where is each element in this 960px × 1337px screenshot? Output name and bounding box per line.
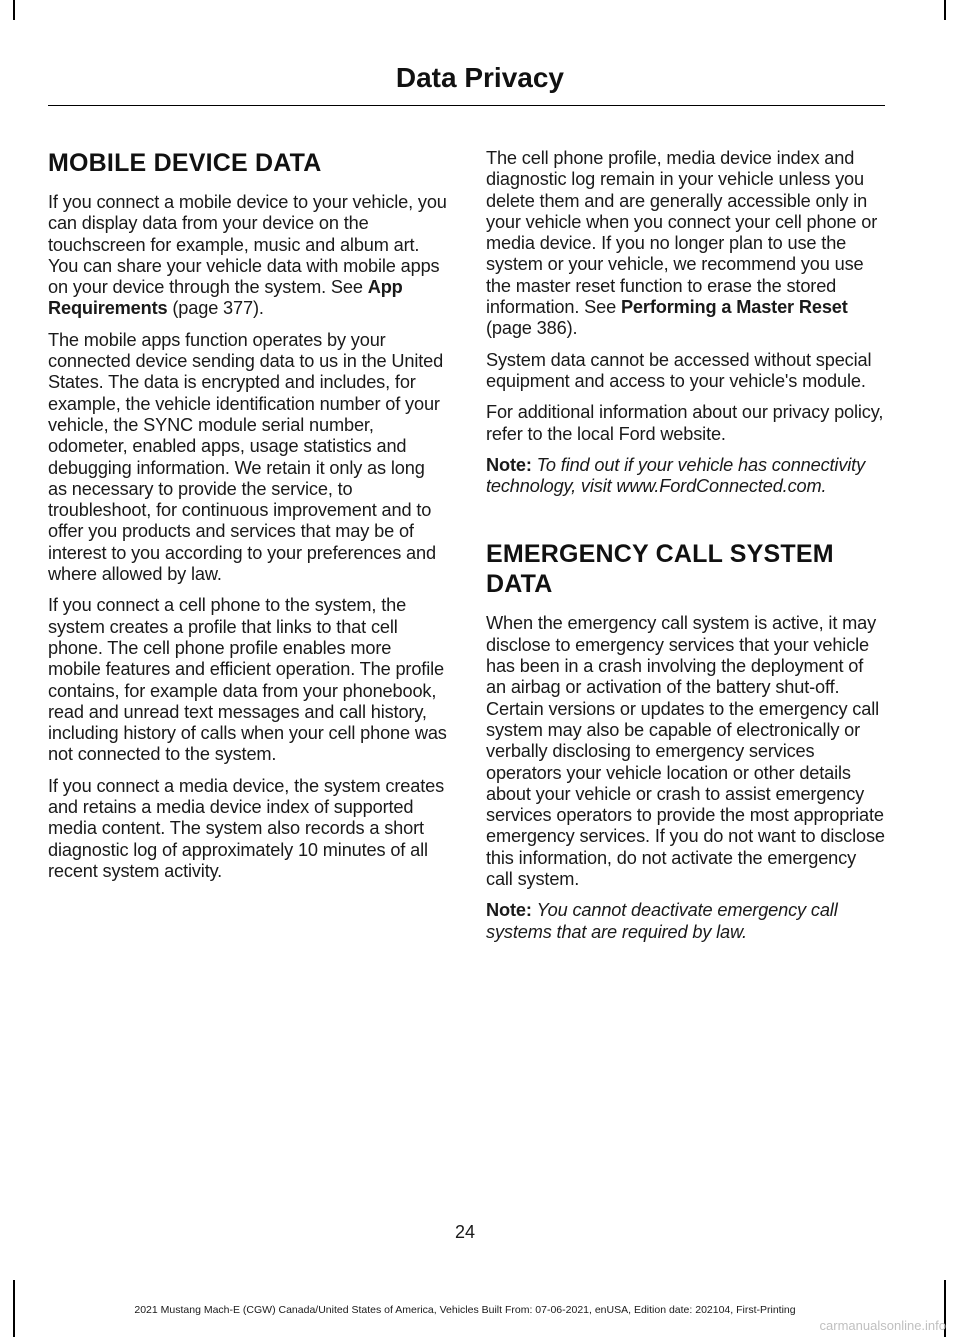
connectivity-note xyxy=(486,455,886,498)
mobile-paragraph-7: For additional information about our privacy policy, refer to the local Ford website. xyxy=(486,402,884,444)
emergency-paragraph-1: When the emergency call system is active, it may disclose to emergency services that your vehicle has been in a crash involving the deployment of an airbag or activation of the battery shut-off. Certain versions or updates to the emergency call system may also be capable of electronically or verbally disclosing to emergency services operators your vehicle location or other details about your vehicle or crash to assist emergency services operators to provide the most appropriate emergency services. If you do not want to disclose this information, do not activate the emergency call system. xyxy=(486,613,885,890)
app-requirements-link[interactable]: App Requirements xyxy=(48,277,403,319)
connectivity-note-text: To find out if your vehicle has connectivity technology, visit www.FordConnected.com. xyxy=(486,454,866,497)
emergency-call-heading: EMERGENCY CALL SYSTEM DATA xyxy=(486,540,834,599)
crop-mark-top-right xyxy=(944,0,946,20)
mobile-paragraph-1-text: If you connect a mobile device to your vehicle, you can display data from your device on the touchscreen for example, music and album art. You can share your vehicle data with mobile apps on your device through the system. See xyxy=(48,192,447,298)
emergency-note-text: You cannot deactivate emergency call systems that are required by law. xyxy=(486,900,838,942)
header-divider xyxy=(48,105,885,106)
mobile-paragraph-3: If you connect a cell phone to the system, the system creates a profile that links to that cell phone. The cell phone profile enables more mobile features and efficient operation. The profile contains, for example data from your phonebook, read and unread text messages and call history, including history of calls when your cell phone was not connected to the system. xyxy=(48,595,447,765)
mobile-paragraph-1 xyxy=(48,192,448,320)
mobile-paragraph-5-text: The cell phone profile, media device index and diagnostic log remain in your vehicle unless you delete them and are generally accessible only in your vehicle when you connect your cell phone or media device. If you no longer plan to use the system or your vehicle, we recommend you use the master reset function to erase the stored information. See xyxy=(486,148,878,318)
mobile-paragraph-2: The mobile apps function operates by your connected device sending data to us in the United States. The data is encrypted and includes, for example, the vehicle identification number of your vehicle, the SYNC module serial number, odometer, enabled apps, usage statistics and debugging information. We retain it only as long as necessary to provide the service, to troubleshoot, for continuous improvement and to offer you products and services that may be of interest to you according to your preferences and where allowed by law. xyxy=(48,329,444,585)
mobile-paragraph-4: If you connect a media device, the system creates and retains a media device index of supported media content. The system also records a short diagnostic log of approximately 10 minutes of all recent system activity. xyxy=(48,775,445,881)
left-column xyxy=(48,148,448,892)
edition-footer: 2021 Mustang Mach-E (CGW) Canada/United States of America, Vehicles Built From: 07-06-2021, enUSA, Edition date: 202104, First-Printing xyxy=(134,1304,796,1316)
mobile-device-data-heading: MOBILE DEVICE DATA xyxy=(48,149,322,177)
app-requirements-page-ref: (page 377). xyxy=(172,298,264,319)
note-label: Note: xyxy=(486,454,532,475)
emergency-note xyxy=(486,900,886,943)
master-reset-link[interactable]: Performing a Master Reset xyxy=(620,297,848,318)
master-reset-page-ref: (page 386). xyxy=(486,318,578,339)
crop-mark-top-left xyxy=(13,0,15,20)
site-watermark: carmanualsonline.info xyxy=(819,1318,946,1333)
page-title: Data Privacy xyxy=(395,62,564,93)
mobile-paragraph-6: System data cannot be accessed without special equipment and access to your vehicle's module. xyxy=(486,349,872,391)
right-column xyxy=(486,148,886,953)
mobile-paragraph-5 xyxy=(486,148,886,340)
note-label: Note: xyxy=(486,900,532,921)
page-number: 24 xyxy=(454,1222,476,1242)
